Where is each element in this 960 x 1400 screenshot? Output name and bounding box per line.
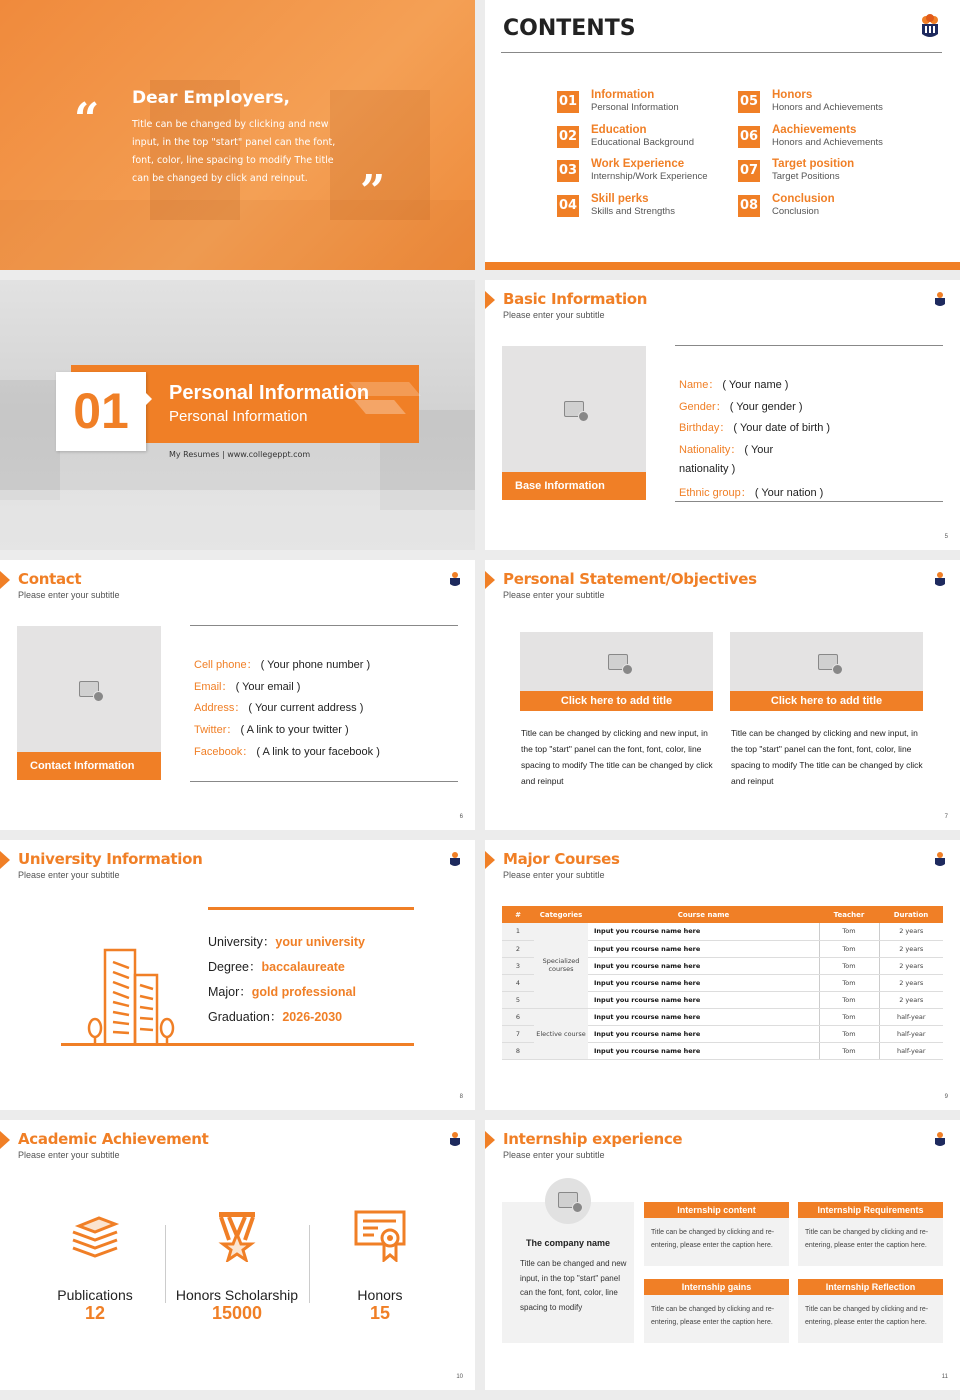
accent-line-top: [208, 907, 414, 910]
field-nationality: [679, 441, 773, 457]
divider-bottom: [190, 781, 458, 782]
field-birthday: [679, 419, 830, 435]
field-gender: [679, 398, 803, 414]
box-body: Title can be changed by clicking and re-entering, please enter the caption here.: [805, 1229, 929, 1249]
field-value[interactable]: ( Your phone number ): [260, 659, 371, 671]
field-label: Cell phone：: [194, 659, 258, 671]
contents-item-subtitle: Skills and Strengths: [591, 206, 675, 217]
university-logo-icon: [449, 1132, 461, 1148]
certificate-icon: [354, 1210, 406, 1262]
field-value[interactable]: nationality ): [679, 463, 736, 475]
add-image-icon: [818, 654, 838, 670]
box-body: Title can be changed by clicking and re-entering, please enter the caption here.: [651, 1306, 775, 1326]
table-header-row: [502, 906, 943, 923]
contents-item-number: 02: [557, 126, 579, 148]
slide-personal-statement: [485, 560, 960, 830]
contents-item-number: 04: [557, 195, 579, 217]
field-label: Major：: [208, 985, 252, 999]
photo-label: Base Information: [502, 472, 646, 500]
field-label: Nationality：: [679, 444, 742, 456]
divider-bottom: [675, 501, 943, 502]
university-logo-icon: [934, 852, 946, 868]
header-arrow-icon: [485, 1131, 495, 1149]
field-facebook: [194, 743, 380, 759]
field-cell-phone: [194, 656, 370, 672]
background-street: [0, 490, 475, 550]
header-arrow-icon: [0, 1131, 10, 1149]
contents-item-subtitle: Honors and Achievements: [772, 102, 883, 113]
cell-course[interactable]: Input you rcourse name here: [588, 991, 819, 1008]
slide-title: University Information: [18, 850, 203, 868]
header-arrow-icon: [0, 571, 10, 589]
field-value[interactable]: gold professional: [251, 985, 356, 999]
company-name: The company name: [525, 1238, 611, 1248]
contents-item[interactable]: [738, 158, 918, 184]
cell-duration[interactable]: half-year: [879, 1008, 943, 1025]
card-title[interactable]: Click here to add title: [520, 691, 713, 711]
divider-top: [190, 625, 458, 626]
internship-box: [798, 1279, 943, 1343]
cell-number: 4: [502, 974, 534, 991]
field-value[interactable]: ( Your current address ): [248, 702, 364, 714]
contents-item-subtitle: Internship/Work Experience: [591, 171, 708, 182]
box-title: Internship content: [644, 1202, 789, 1218]
divider-top: [675, 345, 943, 346]
contents-item-title: Target position: [772, 158, 855, 170]
table-row: [502, 1008, 943, 1025]
page-number: 5: [944, 534, 948, 540]
slide-subtitle: Please enter your subtitle: [503, 870, 605, 880]
section-title: Personal Information: [169, 382, 370, 404]
university-logo-icon: [934, 292, 946, 308]
field-label: University：: [208, 935, 276, 949]
contents-item[interactable]: [557, 89, 737, 115]
contents-item-number: 07: [738, 160, 760, 182]
cell-category: Specialized courses: [534, 923, 588, 1008]
cell-teacher[interactable]: Tom: [819, 1025, 879, 1042]
achievement-publications: [30, 1210, 160, 1324]
field-value[interactable]: ( A link to your facebook ): [256, 746, 380, 758]
university-logo-icon: [449, 572, 461, 588]
cell-course[interactable]: Input you rcourse name here: [588, 940, 819, 957]
divider: [165, 1225, 166, 1303]
field-label: Twitter：: [194, 724, 238, 736]
page-number: 10: [456, 1374, 463, 1380]
slide-title: Contact: [18, 570, 82, 588]
cell-duration[interactable]: 2 years: [879, 957, 943, 974]
contents-item-subtitle: Honors and Achievements: [772, 137, 883, 148]
contents-title: CONTENTS: [503, 16, 636, 41]
university-logo-icon: [934, 1132, 946, 1148]
header-arrow-icon: [485, 571, 495, 589]
slide-internship-experience: [485, 1120, 960, 1390]
box-title: Internship Requirements: [798, 1202, 943, 1218]
contents-item-number: 06: [738, 126, 760, 148]
slide-title: Major Courses: [503, 850, 620, 868]
cell-duration[interactable]: 2 years: [879, 991, 943, 1008]
cell-teacher[interactable]: Tom: [819, 1008, 879, 1025]
col-header-teacher: Teacher: [819, 906, 879, 923]
field-twitter: [194, 721, 349, 737]
contents-item-title: Honors: [772, 89, 813, 101]
field-value[interactable]: ( Your gender ): [729, 401, 803, 413]
header-arrow-icon: [485, 291, 495, 309]
achievement-label: Honors Scholarship: [175, 1287, 299, 1303]
cell-duration[interactable]: 2 years: [879, 940, 943, 957]
field-major: [208, 982, 356, 1000]
cover-body: Title can be changed by clicking and new input, in the top "start" panel can the font, font, color, line spacing to modify The title can be changed by click and reinput.: [132, 119, 336, 184]
section-subtitle: Personal Information: [169, 408, 308, 425]
achievement-scholarship: [172, 1210, 302, 1324]
box-title: Internship gains: [644, 1279, 789, 1295]
contents-item-title: Education: [591, 124, 647, 136]
contents-item[interactable]: [738, 124, 918, 150]
field-degree: [208, 957, 345, 975]
card-title[interactable]: Click here to add title: [730, 691, 923, 711]
field-ethnic-group: [679, 484, 823, 500]
contents-item-subtitle: Target Positions: [772, 171, 840, 182]
add-image-icon: [564, 401, 584, 417]
university-logo-icon: [920, 14, 940, 40]
contents-item-title: Work Experience: [591, 158, 685, 170]
contents-item[interactable]: [557, 124, 737, 150]
field-value[interactable]: ( Your: [744, 444, 774, 456]
col-header-categories: Categories: [534, 906, 588, 923]
box-title: Internship Reflection: [798, 1279, 943, 1295]
internship-box: [644, 1279, 789, 1343]
contents-item-subtitle: Educational Background: [591, 137, 694, 148]
slide-subtitle: Please enter your subtitle: [18, 590, 120, 600]
contents-item-title: Skill perks: [591, 193, 649, 205]
contents-item-subtitle: Personal Information: [591, 102, 679, 113]
cell-duration[interactable]: half-year: [879, 1025, 943, 1042]
page-number: 8: [459, 1094, 463, 1100]
cell-course[interactable]: Input you rcourse name here: [588, 1042, 819, 1059]
close-quote-icon: ”: [360, 166, 386, 217]
field-value[interactable]: ( Your name ): [722, 379, 789, 391]
contents-item-number: 05: [738, 91, 760, 113]
section-number: 01: [73, 383, 129, 439]
slide-subtitle: Please enter your subtitle: [503, 1150, 605, 1160]
internship-box: [644, 1202, 789, 1266]
cell-teacher[interactable]: Tom: [819, 940, 879, 957]
box-body: Title can be changed by clicking and re-entering, please enter the caption here.: [805, 1306, 929, 1326]
cell-duration[interactable]: half-year: [879, 1042, 943, 1059]
photo-placeholder[interactable]: [17, 626, 161, 752]
header-arrow-icon: [485, 851, 495, 869]
add-image-icon: [79, 681, 99, 697]
divider: [309, 1225, 310, 1303]
col-header-course-name: Course name: [588, 906, 819, 923]
cell-course[interactable]: Input you rcourse name here: [588, 957, 819, 974]
cell-teacher[interactable]: Tom: [819, 957, 879, 974]
achievement-value: 12: [84, 1303, 106, 1323]
field-nationality-cont: [679, 463, 735, 475]
cell-number: 1: [502, 923, 534, 940]
slide-title: Internship experience: [503, 1130, 683, 1148]
col-header-duration: Duration: [879, 906, 943, 923]
slide-university-information: [0, 840, 475, 1110]
accent-line-bottom: [61, 1043, 414, 1046]
field-label: Address：: [194, 702, 246, 714]
cell-course[interactable]: Input you rcourse name here: [588, 1008, 819, 1025]
field-label: Facebook：: [194, 746, 254, 758]
achievement-label: Honors: [357, 1287, 403, 1303]
cell-course[interactable]: Input you rcourse name here: [588, 923, 819, 940]
slide-basic-information: [485, 280, 960, 550]
cell-course[interactable]: Input you rcourse name here: [588, 1025, 819, 1042]
contents-item[interactable]: [557, 158, 737, 184]
section-footer: My Resumes | www.collegeppt.com: [169, 450, 311, 459]
slide-subtitle: Please enter your subtitle: [18, 1150, 120, 1160]
cell-teacher[interactable]: Tom: [819, 1042, 879, 1059]
field-value[interactable]: ( A link to your twitter ): [240, 724, 349, 736]
table-row: [502, 923, 943, 940]
card-body: Title can be changed by clicking and new input, in the top "start" panel can the font, font, color, line spacing to modify The title can be changed by click and reinput: [521, 728, 713, 786]
slide-major-courses: [485, 840, 960, 1110]
slide-academic-achievement: [0, 1120, 475, 1390]
box-body: Title can be changed by clicking and re-entering, please enter the caption here.: [651, 1229, 775, 1249]
photo-label: Contact Information: [17, 752, 161, 780]
internship-box: [798, 1202, 943, 1266]
add-image-icon: [558, 1192, 578, 1208]
achievement-value: 15: [369, 1303, 391, 1323]
field-label: Ethnic group：: [679, 487, 752, 499]
page-number: 7: [944, 814, 948, 820]
slide-section-header: [0, 280, 475, 550]
photo-placeholder[interactable]: [502, 346, 646, 472]
field-label: Email：: [194, 681, 233, 693]
contents-item-number: 08: [738, 195, 760, 217]
slide-title: Academic Achievement: [18, 1130, 209, 1148]
cell-number: 5: [502, 991, 534, 1008]
field-value[interactable]: baccalaureate: [261, 960, 345, 974]
contents-divider: [501, 52, 942, 53]
section-number-box: [56, 372, 146, 451]
slide-contents: [485, 0, 960, 270]
contents-item-number: 03: [557, 160, 579, 182]
contents-item-subtitle: Conclusion: [772, 206, 819, 217]
company-description: Title can be changed and new input, in the top "start" panel can the font, font, color, line spacing to modify: [520, 1259, 627, 1312]
slide-subtitle: Please enter your subtitle: [18, 870, 120, 880]
card-body: Title can be changed by clicking and new input, in the top "start" panel can the font, font, color, line spacing to modify The title can be changed by click and reinput: [731, 728, 923, 786]
cell-teacher[interactable]: Tom: [819, 991, 879, 1008]
slide-subtitle: Please enter your subtitle: [503, 310, 605, 320]
field-university: [208, 932, 365, 950]
image-placeholder[interactable]: [730, 632, 923, 691]
cell-duration[interactable]: 2 years: [879, 923, 943, 940]
slide-cover: [0, 0, 475, 270]
field-value[interactable]: ( Your email ): [235, 681, 301, 693]
field-value[interactable]: ( Your nation ): [754, 487, 824, 499]
col-header-number: #: [502, 906, 534, 923]
cell-duration[interactable]: 2 years: [879, 974, 943, 991]
contents-item-number: 01: [557, 91, 579, 113]
field-label: Birthday：: [679, 422, 731, 434]
achievement-honors: [315, 1210, 445, 1324]
image-placeholder[interactable]: [520, 632, 713, 691]
cell-number: 2: [502, 940, 534, 957]
field-label: Name：: [679, 379, 720, 391]
page-number: 6: [459, 814, 463, 820]
cell-category: Elective course: [534, 1008, 588, 1059]
field-email: [194, 678, 300, 694]
contents-item[interactable]: [557, 193, 737, 219]
cell-number: 7: [502, 1025, 534, 1042]
university-logo-icon: [934, 572, 946, 588]
contents-footer-bar: [485, 262, 960, 270]
cell-number: 8: [502, 1042, 534, 1059]
slide-subtitle: Please enter your subtitle: [503, 590, 605, 600]
field-value[interactable]: ( Your date of birth ): [733, 422, 831, 434]
slide-contact: [0, 560, 475, 830]
cell-teacher[interactable]: Tom: [819, 923, 879, 940]
cell-number: 3: [502, 957, 534, 974]
buildings-icon: [75, 940, 185, 1046]
field-address: [194, 699, 363, 715]
field-label: Graduation：: [208, 1010, 283, 1024]
slide-title: Personal Statement/Objectives: [503, 570, 757, 588]
contents-item-title: Information: [591, 89, 655, 101]
header-arrow-icon: [0, 851, 10, 869]
medal-star-icon: [211, 1210, 263, 1262]
background-street: [0, 200, 475, 270]
page-number: 9: [944, 1094, 948, 1100]
contents-item[interactable]: [738, 193, 918, 219]
contents-item[interactable]: [738, 89, 918, 115]
open-quote-icon: “: [74, 94, 100, 145]
slide-title: Basic Information: [503, 290, 648, 308]
background-tree: [0, 380, 60, 500]
cell-course[interactable]: Input you rcourse name here: [588, 974, 819, 991]
achievement-label: Publications: [57, 1287, 133, 1303]
contents-item-title: Aachievements: [772, 124, 857, 136]
cell-number: 6: [502, 1008, 534, 1025]
field-label: Gender：: [679, 401, 727, 413]
field-graduation: [208, 1007, 342, 1025]
page-number: 11: [941, 1374, 948, 1380]
field-label: Degree：: [208, 960, 262, 974]
field-value[interactable]: 2026-2030: [282, 1010, 343, 1024]
papers-stack-icon: [69, 1210, 121, 1262]
field-value[interactable]: your university: [275, 935, 365, 949]
courses-table: [502, 906, 943, 1060]
company-logo-placeholder[interactable]: [545, 1178, 591, 1224]
university-logo-icon: [449, 852, 461, 868]
cover-heading: Dear Employers,: [132, 88, 290, 108]
section-notch: [146, 393, 152, 405]
field-name: [679, 376, 788, 392]
achievement-value: 15000: [211, 1303, 263, 1323]
add-image-icon: [608, 654, 628, 670]
cell-teacher[interactable]: Tom: [819, 974, 879, 991]
contents-item-title: Conclusion: [772, 193, 835, 205]
